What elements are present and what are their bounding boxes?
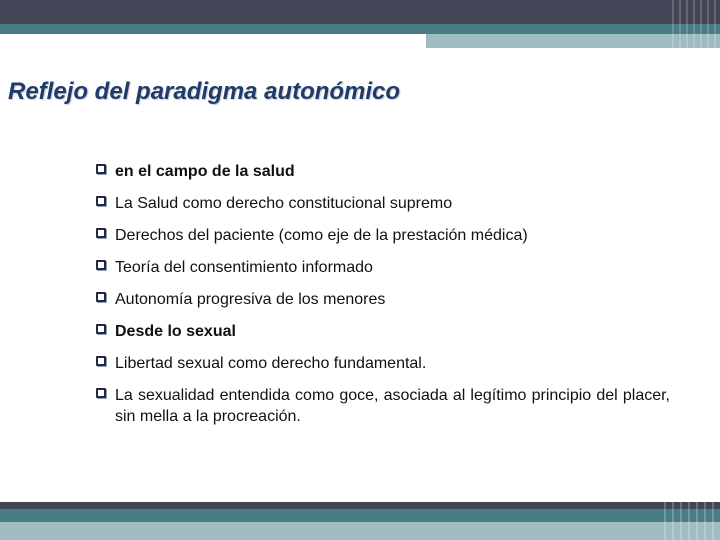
checkbox-square-icon (96, 292, 106, 302)
checkbox-square-icon (96, 324, 106, 334)
bullet-item (96, 385, 670, 427)
bullet-item (96, 225, 670, 246)
bullet-item (96, 289, 670, 310)
bullet-item (96, 321, 670, 342)
bullet-text: Desde lo sexual (115, 323, 236, 340)
top-decor-bar-dark (0, 0, 720, 24)
slide-title: Reflejo del paradigma autonómico (8, 78, 401, 105)
bottom-decor-bar-light (0, 522, 720, 540)
checkbox-square-icon (96, 228, 106, 238)
bottom-decor-stripes (664, 502, 720, 540)
checkbox-square-icon (96, 196, 106, 206)
bullet-text: Teoría del consentimiento informado (115, 259, 373, 276)
bullet-item (96, 193, 670, 214)
bullet-text: La Salud como derecho constitucional supremo (115, 195, 453, 212)
bullet-list (96, 161, 670, 438)
checkbox-square-icon (96, 164, 106, 174)
top-decor-stripes (672, 0, 720, 48)
checkbox-square-icon (96, 356, 106, 366)
bottom-decor-bar-dark (0, 502, 720, 509)
bullet-text: La sexualidad entendida como goce, asociada al legítimo principio del placer, sin mella a la procreación. (115, 387, 670, 425)
bullet-item (96, 257, 670, 278)
checkbox-square-icon (96, 388, 106, 398)
bullet-item (96, 161, 670, 182)
bottom-decor-bar-teal (0, 509, 720, 522)
bullet-item (96, 353, 670, 374)
bullet-text: Derechos del paciente (como eje de la prestación médica) (115, 227, 528, 244)
bullet-text: en el campo de la salud (115, 163, 295, 180)
bullet-text: Autonomía progresiva de los menores (115, 291, 386, 308)
top-decor-bar-teal (0, 24, 720, 34)
checkbox-square-icon (96, 260, 106, 270)
bullet-text: Libertad sexual como derecho fundamental. (115, 355, 427, 372)
